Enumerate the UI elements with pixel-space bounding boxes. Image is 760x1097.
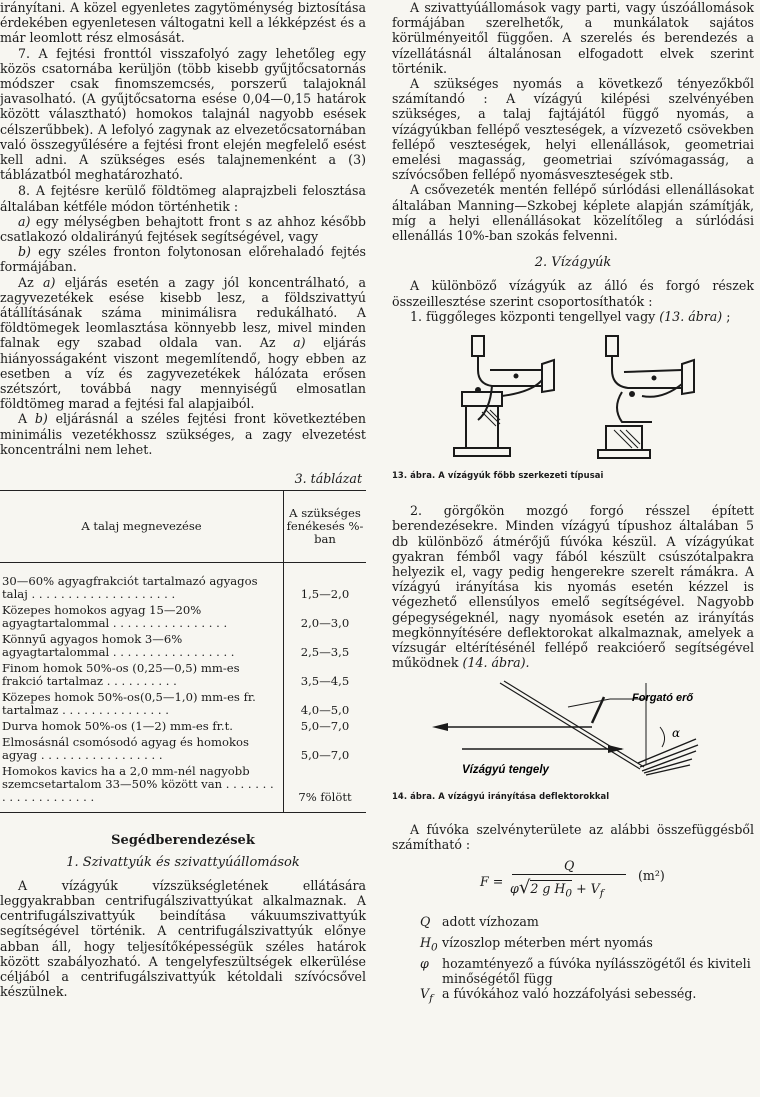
formula-radicand (530, 880, 573, 900)
figure-14-axis-label: Vízágyú tengely (462, 763, 549, 776)
text: 0 (565, 887, 573, 900)
soil-name: Homokos kavics ha a 2,0 mm-nél nagyobb szemcsetartalom 33—50% között van . . . . . . . . . . . . . . . . . . . . (0, 764, 284, 813)
paragraph (0, 275, 366, 412)
table-row (0, 690, 366, 719)
slope-value: 2,5—3,5 (284, 632, 367, 661)
formula-unit: (m²) (638, 868, 665, 884)
right-column (392, 0, 754, 1007)
soil-name: 30—60% agyagfrakciót tartalmazó agyagos talaj . . . . . . . . . . . . . . . . . . . . (2, 574, 258, 602)
paragraph: A különböző vízágyúk az álló és forgó részek összeillesztése szerint csoportosíthatók : (392, 278, 754, 309)
figure-13-drawing (392, 330, 754, 466)
item-label: a) (293, 335, 306, 351)
soil-name: Durva homok 50%-os (1—2) mm-es fr.t. (2, 719, 233, 734)
table-header-slope: A szükséges fenékesés %-ban (284, 491, 367, 563)
paragraph (392, 309, 754, 324)
formula-numerator: Q (564, 858, 575, 874)
soil-name: Könnyű agyagos homok 3—6% agyagtartalommal . . . . . . . . . . . . . . . . . (2, 632, 235, 660)
table-caption: 3. táblázat (294, 471, 362, 487)
text: 2 g H (530, 881, 566, 897)
legend-row (420, 986, 754, 1007)
table-row (0, 735, 366, 764)
paragraph (0, 411, 366, 457)
soil-name: Elmosásnál csomósodó agyag és homokos agyag . . . . . . . . . . . . . . . . . (2, 735, 249, 763)
formula-legend (420, 914, 754, 1007)
figure-13-caption: 13. ábra. A vízágyúk főbb szerkezeti típusai (392, 470, 604, 481)
legend-row (420, 914, 754, 935)
item-label: a) (43, 274, 56, 290)
paragraph: irányítani. A közel egyenletes zagytöménység biztosítása érdekében egyenletesen váltogatni kell a lékképzést és a már leomlott rész elmosását. (0, 0, 366, 46)
soil-name: Közepes homokos agyag 15—20% agyagtartalommal . . . . . . . . . . . . . . . . (2, 603, 228, 631)
item-text: egy széles fronton folytonosan előrehaladó fejtés formájában. (0, 244, 366, 275)
legend-symbol (420, 956, 442, 986)
text: 1. függőleges központi tengellyel vagy (410, 308, 660, 324)
slope-value: 5,0—7,0 (284, 719, 367, 735)
legend-text: a fúvókához való hozzáfolyási sebesség. (442, 985, 697, 1001)
table-row (0, 632, 366, 661)
slope-value: 5,0—7,0 (284, 735, 367, 764)
figure-14-alpha-label: α (672, 725, 681, 740)
formula-lhs: F = (480, 874, 504, 890)
paragraph: 8. A fejtésre kerülő földtömeg alaprajzbeli felosztása általában kétféle módon történhetik : (0, 183, 366, 214)
symbol-text: φ (420, 955, 429, 971)
slope-value: 1,5—2,0 (284, 563, 367, 604)
table-row (0, 719, 366, 735)
paragraph: A vízágyúk vízszükségletének ellátására leggyakrabban centrifugálszivattyúkat alkalmaznak. A centrifugálszivattyúk beindítása vákuumszivattyúk segítségével történik. A centrifugálszivattyúk előnye abban áll, hogy teljesítőképességük széles határok között szabályozható. A tengelyfeszültségek elkerülése céljából a centrifugálszivattyúk kétoldali szívócsővel készülnek. (0, 877, 366, 1000)
slope-value: 7% fölött (284, 764, 367, 813)
symbol-subscript: f (429, 992, 433, 1005)
text: 2. görgőkön mozgó forgó résszel épített berendezésekre. Minden vízágyú típushoz általában 5 db különböző átmérőjű fúvóka készül. A vízágyúkat gyakran fémből vagy fából készült csúszótalpakra helyezik el, vagy pedig hengerekre szerelt rámákra. A vízágyú irányítása kis nyomás esetén kézzel is végezhető ellensúlyos emelő segítségével. Nagyobb gépegységeknél, nagy nyomások esetén az irányítás megkönnyítésére deflektorokat alkalmaznak, amelyek a vízsugár eltérítésénél fellépő reakcióerő segítségével működnek (392, 503, 754, 671)
paragraph: 7. A fejtési fronttól visszafolyó zagy lehetőleg egy közös csatornába kerüljön (több kisebb gyűjtőcsatornás módszer csak finomszemcsés, porszerű talajoknál javasolható. (A gyűjtőcsatorna esése 0,04—0,15 határok között választható) homokos talajnál nagyobb esések célszerűbbek). A lefolyó zagynak az elvezetőcsatornában való összegyűlésére a fejtési front elején megfelelő esést kell adni. A szükséges esés talajnemenként a (3) táblázatból meghatározható. (0, 45, 366, 183)
formula (392, 856, 754, 912)
paragraph: A fúvóka szelvényterülete az alábbi összefüggésből számítható : (392, 821, 754, 852)
legend-text: vízoszlop méterben mért nyomás (442, 934, 653, 950)
table-row (0, 661, 366, 690)
section-title: Segédberendezések (111, 833, 255, 849)
table-header-soil: A talaj megnevezése (0, 491, 284, 563)
text: eljárásnál a széles fejtési front következtében minimális vezetékhossz szükséges, a zagy elvezetést koncentrálni nem lehet. (0, 411, 366, 457)
legend-symbol (420, 935, 442, 956)
paragraph (392, 503, 754, 670)
soil-name: Közepes homok 50%-os(0,5—1,0) mm-es fr. tartalmaz . . . . . . . . . . . . . . . (2, 690, 256, 718)
legend-row (420, 956, 754, 986)
table-row (0, 563, 366, 604)
slope-value: 2,0—3,0 (284, 603, 367, 632)
text: Az (18, 274, 44, 290)
paragraph: A szivattyúállomások vagy parti, vagy úszóállomások formájában szerelhetők, a munkálatok sajátos körülményeitől függően. A szerelés és berendezés a vízellátásnál általánosan elfogadott elvek szerint történik. (392, 0, 754, 76)
list-item-b (0, 244, 366, 274)
figure-ref: (13. ábra) (659, 308, 723, 324)
left-column (0, 0, 366, 999)
symbol-subscript: 0 (430, 941, 438, 954)
list-item-a (0, 214, 366, 244)
slope-value: 3,5—4,5 (284, 661, 367, 690)
slope-value: 4,0—5,0 (284, 690, 367, 719)
formula-denominator (510, 877, 604, 902)
text: A (18, 411, 35, 427)
formula-bar (512, 874, 626, 875)
table-row (0, 603, 366, 632)
paragraph: A csővezeték mentén fellépő súrlódási ellenállásokat általában Manning—Szkobej képlete alapján számítják, míg a helyi ellenállásokat közelítőleg a súrlódási ellenállás 10%-ban szokás felvenni. (392, 182, 754, 244)
symbol-text: Q (420, 914, 431, 930)
symbol-text: H (420, 934, 431, 950)
figure-14 (392, 679, 754, 787)
text: eljárás hiányosságaként viszont megemlítendő, hogy ebben az esetben a víz és zagyvezetékek hálózata erősen szétszórt, továbbá nagy mennyiségű elmosatlan földtömeg marad a fejtési fal alapjaiból. (0, 335, 366, 412)
radical-icon: √ (518, 877, 531, 899)
text: f (599, 887, 604, 900)
text: + V (576, 881, 600, 897)
figure-14-caption: 14. ábra. A vízágyú irányítása deflektorokkal (392, 790, 610, 801)
text: eljárás esetén a zagy jól koncentrálható, a zagyvezetékek esése kisebb lesz, a földszivattyú átállításának száma minimálisra redukálható. A földtömegek leomlasztása könnyebb lesz, mivel minden falnak egy szabad oldala van. Az (0, 274, 367, 351)
figure-ref: (14. ábra). (462, 655, 530, 671)
soil-name: Finom homok 50%-os (0,25—0,5) mm-es frakció tartalmaz . . . . . . . . . . (2, 661, 240, 689)
legend-text: adott vízhozam (442, 914, 539, 930)
legend-symbol (420, 986, 442, 1007)
item-text: egy mélységben behajtott front s az ahhoz később csatlakozó oldalirányú fejtések segítségével, vagy (0, 213, 366, 245)
figure-14-drawing (392, 679, 754, 787)
legend-symbol (420, 914, 442, 935)
subsection-title: 2. Vízágyúk (534, 255, 612, 271)
paragraph: A szükséges nyomás a következő tényezőkből számítandó : A vízágyú kilépési szelvényében szükséges, a talaj fajtájától függő nyomás, a vízágyúkban fellépő veszteségek, a vízvezető csövekben fellépő veszteségek, helyi ellenállások, geometriai emelési magasság, geometriai szívómagasság, a szívócsőben fellépő nyomásveszteségek stb. (392, 76, 754, 183)
item-label: a) (18, 213, 31, 229)
legend-text: hozamtényező a fúvóka nyílásszögétől és kiviteli minőségétől függ (442, 955, 751, 986)
slope-table (0, 490, 366, 813)
symbol-text: V (420, 985, 430, 1001)
item-label: b) (18, 244, 31, 260)
legend-row (420, 935, 754, 956)
formula-phi: φ (510, 881, 519, 897)
text: ; (722, 308, 731, 324)
table-row (0, 764, 366, 813)
figure-13 (392, 330, 754, 466)
subsection-title: 1. Szivattyúk és szivattyúállomások (66, 854, 300, 870)
figure-14-force-label: Forgató erő (632, 691, 694, 704)
item-label: b) (34, 411, 48, 427)
